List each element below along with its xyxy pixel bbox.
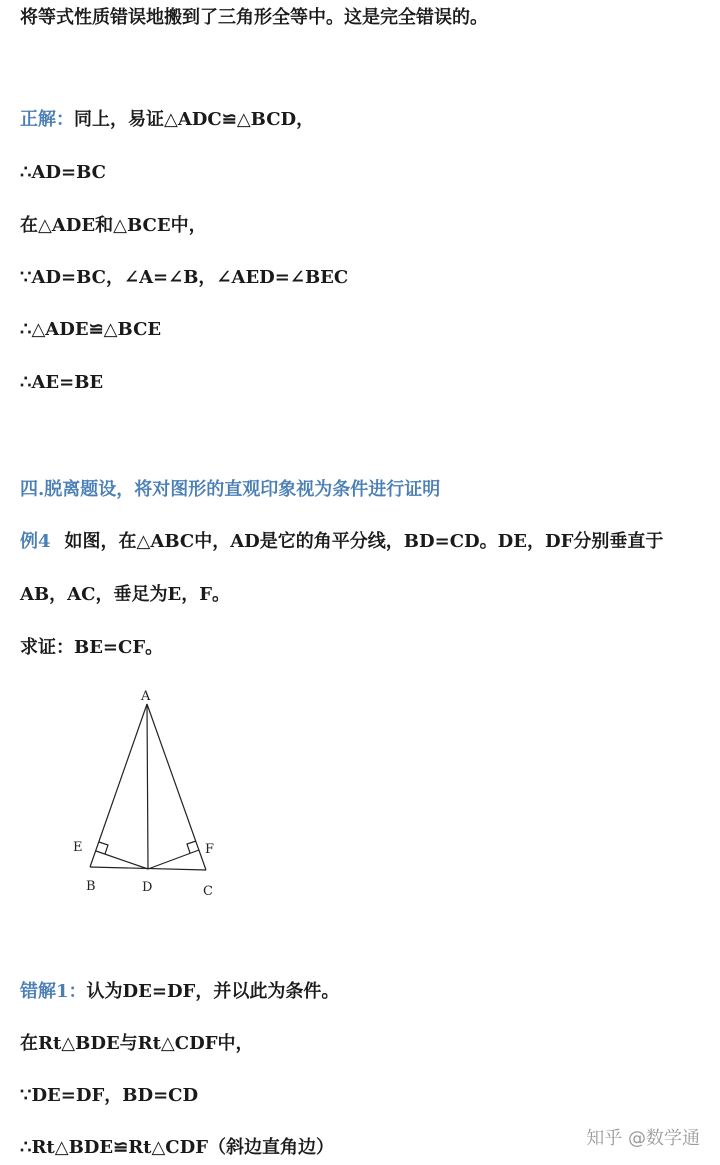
correct-solution-label: 正解： bbox=[20, 109, 74, 130]
example-label: 例4 bbox=[20, 531, 51, 552]
segment-de bbox=[96, 851, 148, 869]
watermark: 知乎 @数学通 bbox=[586, 1128, 700, 1149]
vertex-label-d: D bbox=[142, 880, 153, 895]
text-line: ∵AD=BC，∠A=∠B，∠AED=∠BEC bbox=[20, 267, 349, 288]
text-line: ∴AE=BE bbox=[20, 372, 104, 393]
correct-solution-text: 同上，易证△ADC≌△BCD， bbox=[74, 109, 315, 130]
wrong-solution-label: 错解1： bbox=[20, 981, 87, 1002]
example-line bbox=[20, 530, 663, 554]
correct-solution-line bbox=[20, 108, 314, 132]
side-ac bbox=[147, 704, 206, 870]
segment-ad bbox=[147, 704, 148, 869]
wrong-solution-text: 认为DE=DF，并以此为条件。 bbox=[86, 981, 340, 1002]
text-line: ∴△ADE≌△BCE bbox=[20, 319, 162, 340]
text-line: 将等式性质错误地搬到了三角形全等中。这是完全错误的。 bbox=[20, 7, 488, 28]
text-line: 在Rt△BDE与Rt△CDF中， bbox=[20, 1033, 254, 1054]
vertex-label-c: C bbox=[203, 884, 213, 899]
vertex-label-a: A bbox=[141, 689, 151, 704]
section-heading: 四.脱离题设，将对图形的直观印象视为条件进行证明 bbox=[20, 479, 441, 500]
text-line: 在△ADE和△BCE中， bbox=[20, 215, 207, 236]
text-line: AB，AC，垂足为E，F。 bbox=[20, 584, 230, 605]
text-line: ∴Rt△BDE≌Rt△CDF（斜边直角边） bbox=[20, 1137, 335, 1158]
vertex-label-e: E bbox=[73, 840, 83, 855]
text-line: ∴AD=BC bbox=[20, 162, 106, 183]
segment-df bbox=[148, 850, 199, 869]
prove-line: 求证：BE=CF。 bbox=[20, 637, 164, 658]
wrong-solution-line bbox=[20, 980, 339, 1004]
example-text: 如图，在△ABC中，AD是它的角平分线，BD=CD。DE，DF分别垂直于 bbox=[64, 531, 664, 552]
text-line: ∵DE=DF，BD=CD bbox=[20, 1085, 199, 1106]
side-ab bbox=[90, 704, 147, 867]
vertex-label-f: F bbox=[205, 842, 215, 857]
triangle-figure bbox=[60, 680, 240, 900]
vertex-label-b: B bbox=[86, 879, 96, 894]
